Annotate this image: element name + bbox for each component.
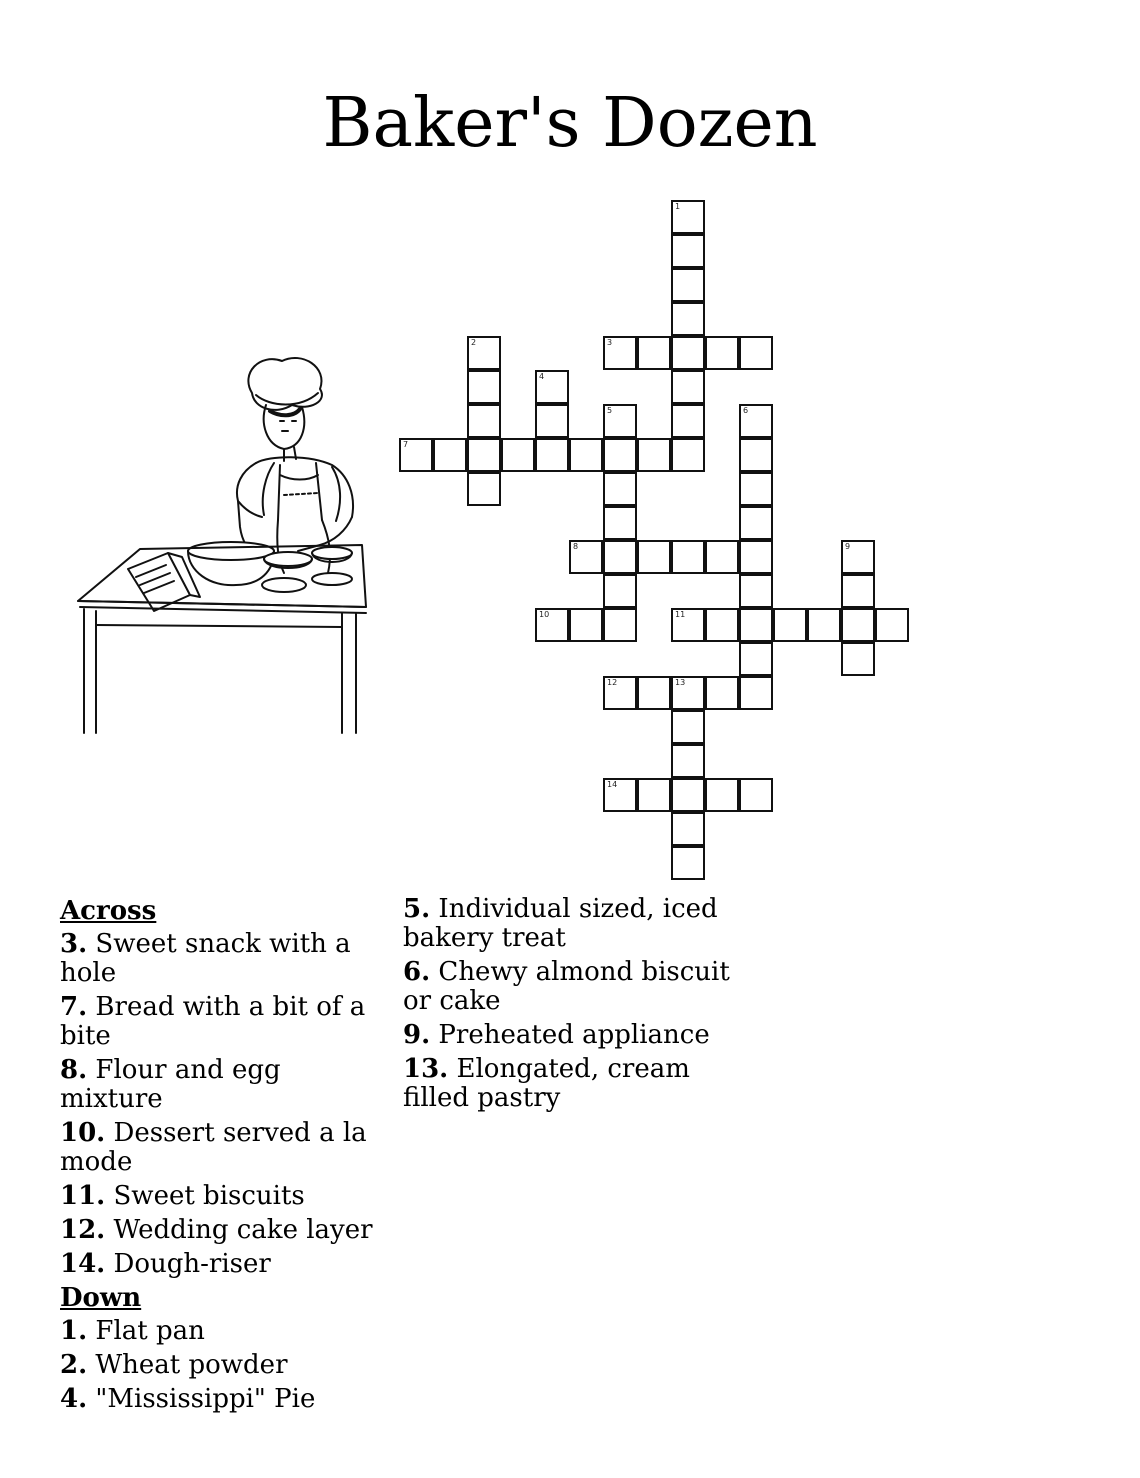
grid-cell[interactable] [739, 404, 773, 438]
grid-cell[interactable] [671, 846, 705, 880]
clue-text: Flat pan [95, 1316, 205, 1346]
clue-number: 14. [60, 1249, 106, 1279]
clue-text: Sweet snack with a hole [60, 929, 351, 988]
grid-cell[interactable] [535, 370, 569, 404]
clue-item [60, 1119, 380, 1177]
grid-cell[interactable] [603, 336, 637, 370]
clue-number: 11. [60, 1181, 106, 1211]
grid-cell[interactable] [637, 540, 671, 574]
grid-cell[interactable] [501, 438, 535, 472]
down-heading: Down [60, 1283, 142, 1313]
cell-number: 2 [471, 338, 477, 347]
across-clue-list [60, 930, 380, 1279]
cell-number: 14 [607, 780, 618, 789]
grid-cell[interactable] [467, 472, 501, 506]
grid-cell[interactable] [739, 608, 773, 642]
clues-column-left [60, 895, 380, 1419]
clue-item [60, 1317, 380, 1346]
cell-number: 9 [845, 542, 851, 551]
grid-cell[interactable] [467, 438, 501, 472]
grid-cell[interactable] [671, 234, 705, 268]
grid-cell[interactable] [841, 574, 875, 608]
grid-cell[interactable] [603, 438, 637, 472]
grid-cell[interactable] [603, 404, 637, 438]
grid-cell[interactable] [671, 676, 705, 710]
puzzle-title: Baker's Dozen [322, 84, 818, 163]
grid-cell[interactable] [841, 642, 875, 676]
cell-number: 10 [539, 610, 550, 619]
grid-cell[interactable] [739, 438, 773, 472]
clue-item [60, 1385, 380, 1414]
clue-text: Bread with a bit of a bite [60, 992, 366, 1051]
clue-number: 12. [60, 1215, 106, 1245]
grid-cell[interactable] [739, 540, 773, 574]
grid-cell[interactable] [705, 676, 739, 710]
clue-text: Dough-riser [113, 1249, 271, 1279]
clue-number: 7. [60, 992, 88, 1022]
grid-cell[interactable] [535, 404, 569, 438]
chef-hat-icon [248, 358, 322, 410]
grid-cell[interactable] [569, 540, 603, 574]
grid-cell[interactable] [637, 438, 671, 472]
grid-cell[interactable] [739, 574, 773, 608]
clue-item [60, 1250, 380, 1279]
baker-head-icon [264, 405, 305, 461]
grid-cell[interactable] [671, 608, 705, 642]
cell-number: 12 [607, 678, 618, 687]
clue-item [403, 1055, 733, 1113]
baker-illustration [70, 345, 380, 745]
clue-text: Dessert served a la mode [60, 1118, 367, 1177]
clue-number: 1. [60, 1316, 88, 1346]
clue-item [60, 993, 380, 1051]
grid-cell[interactable] [705, 608, 739, 642]
grid-cell[interactable] [603, 608, 637, 642]
cell-number: 1 [675, 202, 681, 211]
cell-number: 4 [539, 372, 545, 381]
grid-cell[interactable] [467, 336, 501, 370]
grid-cell[interactable] [705, 540, 739, 574]
grid-cell[interactable] [637, 778, 671, 812]
grid-cell[interactable] [671, 812, 705, 846]
clue-number: 8. [60, 1055, 88, 1085]
grid-cell[interactable] [841, 540, 875, 574]
across-heading: Across [60, 896, 157, 926]
grid-cell[interactable] [433, 438, 467, 472]
clue-item [60, 1351, 380, 1380]
clue-number: 10. [60, 1118, 106, 1148]
grid-cell[interactable] [739, 676, 773, 710]
down-clue-list-left [60, 1317, 380, 1414]
grid-cell[interactable] [603, 506, 637, 540]
clue-item [60, 930, 380, 988]
grid-cell[interactable] [841, 608, 875, 642]
clue-number: 13. [403, 1054, 449, 1084]
clue-text: Elongated, cream filled pastry [403, 1054, 690, 1113]
grid-cell[interactable] [603, 472, 637, 506]
grid-cell[interactable] [739, 472, 773, 506]
grid-cell[interactable] [705, 336, 739, 370]
clue-number: 5. [403, 894, 431, 924]
grid-cell[interactable] [603, 574, 637, 608]
grid-cell[interactable] [739, 642, 773, 676]
grid-cell[interactable] [603, 540, 637, 574]
grid-cell[interactable] [671, 302, 705, 336]
cell-number: 5 [607, 406, 613, 415]
clue-item [60, 1056, 380, 1114]
grid-cell[interactable] [569, 438, 603, 472]
grid-cell[interactable] [705, 778, 739, 812]
clue-item [403, 895, 733, 953]
grid-cell[interactable] [739, 336, 773, 370]
grid-cell[interactable] [569, 608, 603, 642]
clue-text: Flour and egg mixture [60, 1055, 281, 1114]
grid-cell[interactable] [637, 336, 671, 370]
clues-column-right [403, 895, 733, 1118]
clue-item [403, 1021, 733, 1050]
cell-number: 3 [607, 338, 613, 347]
grid-cell[interactable] [671, 268, 705, 302]
grid-cell[interactable] [467, 370, 501, 404]
clue-text: "Mississippi" Pie [95, 1384, 316, 1414]
clue-item [60, 1216, 380, 1245]
grid-cell[interactable] [603, 676, 637, 710]
small-bowls-icon [262, 547, 352, 592]
grid-cell[interactable] [739, 506, 773, 540]
grid-cell[interactable] [671, 540, 705, 574]
cell-number: 7 [403, 440, 409, 449]
clue-text: Wedding cake layer [113, 1215, 373, 1245]
cell-number: 13 [675, 678, 686, 687]
grid-cell[interactable] [637, 676, 671, 710]
cell-number: 8 [573, 542, 579, 551]
grid-cell[interactable] [603, 778, 637, 812]
grid-cell[interactable] [671, 336, 705, 370]
grid-cell[interactable] [467, 404, 501, 438]
clue-number: 2. [60, 1350, 88, 1380]
clue-text: Preheated appliance [438, 1020, 710, 1050]
grid-cell[interactable] [807, 608, 841, 642]
grid-cell[interactable] [671, 370, 705, 404]
grid-cell[interactable] [399, 438, 433, 472]
clue-text: Individual sized, iced bakery treat [403, 894, 718, 953]
clue-number: 4. [60, 1384, 88, 1414]
clue-number: 3. [60, 929, 88, 959]
grid-cell[interactable] [535, 608, 569, 642]
grid-cell[interactable] [671, 778, 705, 812]
grid-cell[interactable] [535, 438, 569, 472]
grid-cell[interactable] [875, 608, 909, 642]
cell-number: 6 [743, 406, 749, 415]
grid-cell[interactable] [671, 438, 705, 472]
clue-number: 6. [403, 957, 431, 987]
grid-cell[interactable] [773, 608, 807, 642]
clue-text: Sweet biscuits [113, 1181, 305, 1211]
clue-item [403, 958, 733, 1016]
down-clue-list-right [403, 895, 733, 1113]
clue-text: Chewy almond biscuit or cake [403, 957, 730, 1016]
clue-text: Wheat powder [95, 1350, 288, 1380]
grid-cell[interactable] [671, 200, 705, 234]
grid-cell[interactable] [671, 744, 705, 778]
clue-number: 9. [403, 1020, 431, 1050]
cell-number: 11 [675, 610, 686, 619]
clue-item [60, 1182, 380, 1211]
grid-cell[interactable] [671, 710, 705, 744]
grid-cell[interactable] [739, 778, 773, 812]
grid-cell[interactable] [671, 404, 705, 438]
